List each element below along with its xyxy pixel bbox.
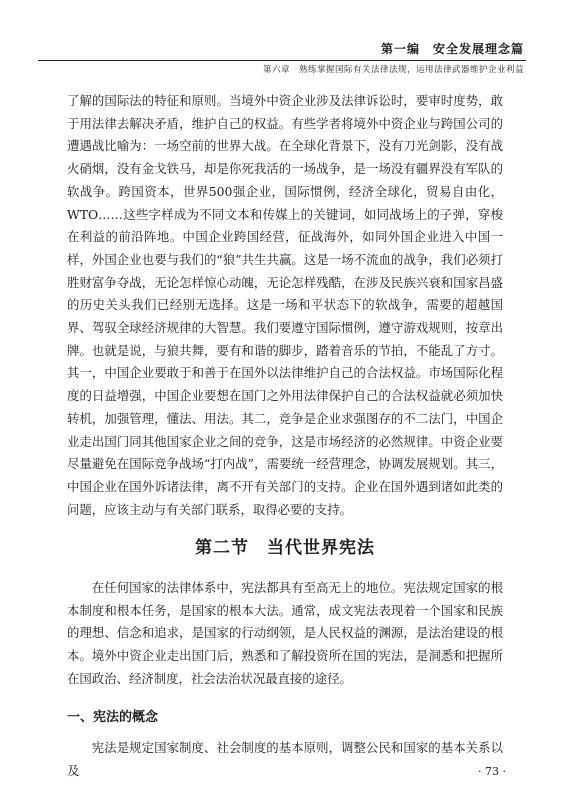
section-title: 第二节 当代世界宪法 [195, 538, 375, 559]
body-paragraph: 在任何国家的法律体系中，宪法都具有至高无上的地位。宪法规定国家的根本制度和根本任务，是国家的根本大法。通常，成文宪法表现着一个国家和民族的理想、信念和追求，是国家的行动纲领，是人民权益的渊源，是法治建设的根本。境外中资企业走出国门后，熟悉和了解投资所在国的宪法，是洞悉和把握所在国政治、经济制度，社会法治状况最直接的途径。 [67, 580, 503, 686]
header-chapter-title: 第六章 熟练掌握国际有关法律法规，运用法律武器维护企业利益 [262, 65, 524, 75]
page-content [67, 90, 503, 783]
body-paragraph: 了解的国际法的特征和原则。当境外中资企业涉及法律诉讼时，要审时度势，敢于用法律去解决矛盾，维护自己的权益。有些学者将境外中资企业与跨国公司的遭遇战比喻为：一场空前的世界大战。在全球化背景下，没有刀光剑影，没有战火硝烟，没有金戈铁马，却是你死我活的一场战争，是一场没有疆界没有军队的软战争。跨国资本，世界500强企业，国际惯例，经济全球化，贸易自由化，WTO……这些字样成为不同文本和传媒上的关键词，如同战场上的子弹，穿梭在利益的前沿阵地。中国企业跨国经营，征战海外，如同外国企业进入中国一样，外国企业也要与我们的“狼”共生共赢。这是一场不流血的战争，我们必须打胜财富争夺战，无论怎样惊心动魄，无论怎样残酷，在涉及民族兴衰和国家昌盛的历史关头我们已经别无选择。这是一场和平状态下的软战争，需要的超越国界、驾驭全球经济规律的大智慧。我们要遵守国际惯例，遵守游戏规则，按章出牌。也就是说，与狼共舞，要有和谐的脚步，踏着音乐的节拍，不能乱了方寸。其一，中国企业要敢于和善于在国外以法律维护自己的合法权益。市场国际化程度的日益增强，中国企业要想在国门之外用法律保护自己的合法权益就必须加快转机，加强管理，懂法、用法。其二，竞争是企业求强图存的不二法门，中国企业走出国门同其他国家企业之间的竞争，这是市场经济的必然规律。中资企业要尽量避免在国际竞争战场“打内战”，需要统一经营理念，协调发展规划。其三，中国企业在国外诉诸法律，离不开有关部门的支持。企业在国外遇到诸如此类的问题，应该主动与有关部门联系，取得必要的支持。 [67, 93, 503, 517]
header-rule [38, 60, 526, 61]
subsection-title: 一、宪法的概念 [67, 709, 159, 725]
header-part-title: 第一编 安全发展理念篇 [380, 42, 524, 56]
body-paragraph: 宪法是规定国家制度、社会制度的基本原则，调整公民和国家的基本关系以及 [67, 740, 503, 778]
page-number: · 73 · [478, 765, 506, 778]
